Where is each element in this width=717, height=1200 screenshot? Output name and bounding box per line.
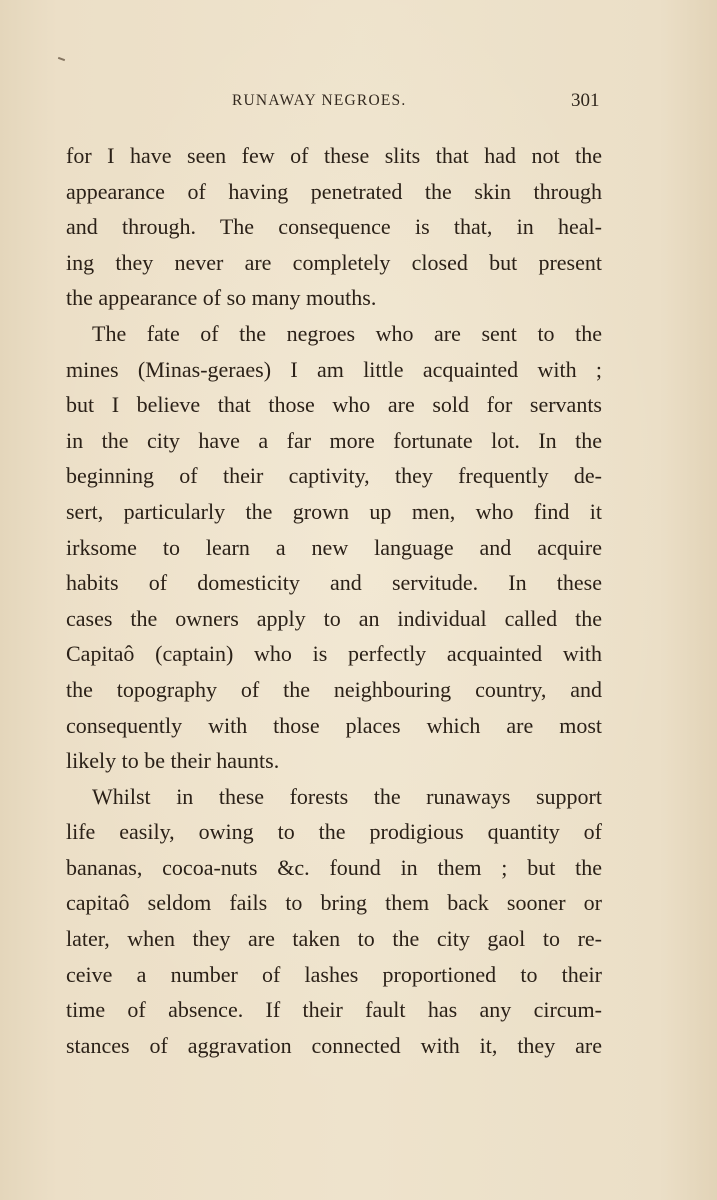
page-number: 301 xyxy=(571,90,600,111)
text-line: and through. The consequence is that, in heal- xyxy=(66,214,602,240)
text-line: bananas, cocoa-nuts &c. found in them ; but the xyxy=(66,854,602,880)
text-line: the appearance of so many mouths. xyxy=(66,285,377,311)
text-line: life easily, owing to the prodigious quantity of xyxy=(66,819,602,845)
text-line: ing they never are completely closed but present xyxy=(66,249,602,275)
text-line: cases the owners apply to an individual called the xyxy=(66,605,602,631)
text-line: but I believe that those who are sold for servants xyxy=(66,392,602,418)
text-line: stances of aggravation connected with it, they are xyxy=(66,1032,602,1058)
text-line: likely to be their haunts. xyxy=(66,748,280,774)
text-line: capitaô seldom fails to bring them back sooner or xyxy=(66,890,602,916)
body-text xyxy=(66,138,602,1063)
text-line: sert, particularly the grown up men, who find it xyxy=(66,498,602,524)
text-line: habits of domesticity and servitude. In these xyxy=(66,570,602,596)
text-line: appearance of having penetrated the skin through xyxy=(66,178,602,204)
running-title: RUNAWAY NEGROES. xyxy=(232,92,407,109)
text-line: irksome to learn a new language and acquire xyxy=(66,534,602,560)
text-line: for I have seen few of these slits that had not the xyxy=(66,143,602,168)
text-line: later, when they are taken to the city gaol to re- xyxy=(66,926,602,952)
text-line: time of absence. If their fault has any circum- xyxy=(66,997,602,1023)
running-head xyxy=(0,88,717,118)
paragraph-start-line: Whilst in these forests the runaways support xyxy=(92,783,602,809)
text-line: in the city have a far more fortunate lot. In the xyxy=(66,427,602,453)
paragraph-start-line: The fate of the negroes who are sent to the xyxy=(92,320,602,346)
text-line: consequently with those places which are most xyxy=(66,712,602,738)
ink-speck xyxy=(58,57,65,61)
text-line: mines (Minas-geraes) I am little acquainted with ; xyxy=(66,356,602,382)
text-line: beginning of their captivity, they frequently de- xyxy=(66,463,602,489)
text-line: the topography of the neighbouring country, and xyxy=(66,676,602,702)
text-line: ceive a number of lashes proportioned to their xyxy=(66,961,602,987)
text-line: Capitaô (captain) who is perfectly acquainted with xyxy=(66,641,602,667)
